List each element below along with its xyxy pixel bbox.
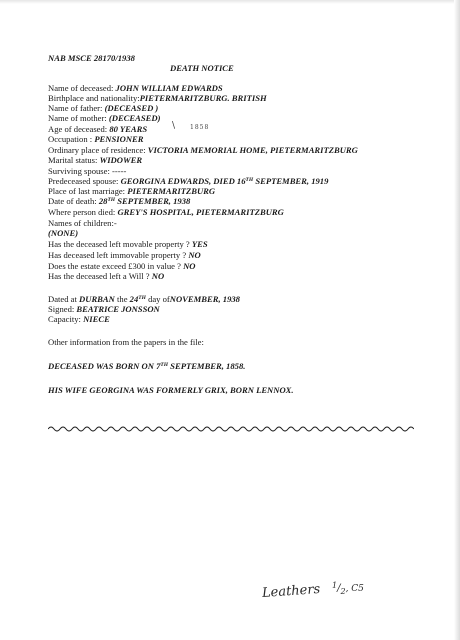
dated-month: NOVEMBER, 1938 <box>169 294 240 304</box>
field-value: PIETERMARITZBURG <box>127 186 216 196</box>
field-label: Has the deceased left a Will ? <box>48 271 150 281</box>
dated-label: Dated at <box>48 294 77 304</box>
field-value: NO <box>151 271 165 281</box>
field-label: Date of death: <box>48 196 97 206</box>
field-name <box>48 83 223 93</box>
field-date-of-death <box>48 196 190 206</box>
fraction-denominator: 2 <box>340 587 346 596</box>
field-value: 80 YEARS <box>109 124 148 134</box>
value-part: SEPTEMBER, 1938 <box>115 196 191 206</box>
value-part: SEPTEMBER, 1919 <box>253 176 329 186</box>
field-label: Name of mother: <box>48 113 107 123</box>
handwritten-birth-year: 1858 <box>190 124 210 131</box>
field-occupation <box>48 134 144 144</box>
field-father <box>48 103 158 113</box>
other-info-line-2: HIS WIFE GEORGINA WAS FORMERLY GRIX, BORN LENNOX. <box>48 385 294 395</box>
dated-connector: day of <box>148 294 170 304</box>
field-children-label: Names of children:- <box>48 218 117 228</box>
field-value: JOHN WILLIAM EDWARDS <box>115 83 223 93</box>
field-value: GREY'S HOSPITAL, PIETERMARITZBURG <box>117 207 284 217</box>
field-label: Has deceased left immovable property ? <box>48 250 187 260</box>
field-children-value: (NONE) <box>48 228 79 238</box>
reference-number: NAB MSCE 28170/1938 <box>48 53 135 63</box>
field-value: PENSIONER <box>94 134 144 144</box>
field-mother <box>48 113 160 123</box>
fraction-numerator: 1 <box>332 581 338 590</box>
dated-connector: the <box>117 294 128 304</box>
field-birthplace <box>48 93 267 103</box>
field-label: Marital status: <box>48 155 98 165</box>
dated-line <box>48 294 240 304</box>
signed-value: BEATRICE JONSSON <box>76 304 160 314</box>
field-residence <box>48 145 358 155</box>
day-number: 24 <box>129 294 139 304</box>
field-value: PIETERMARITZBURG. BRITISH <box>139 93 267 103</box>
value-part: 28 <box>98 196 108 206</box>
field-value: (DECEASED) <box>108 113 161 123</box>
field-value <box>121 176 329 186</box>
handwritten-page-note: $^1/_2$, C5 <box>332 581 364 596</box>
capacity-value: NIECE <box>83 314 110 324</box>
field-label: Surviving spouse: <box>48 166 110 176</box>
field-place-of-death <box>48 207 284 217</box>
field-label: Name of father: <box>48 103 103 113</box>
ordinal-suffix: TH <box>138 295 146 301</box>
field-value: ----- <box>112 166 127 176</box>
field-movable-property <box>48 239 208 249</box>
field-value: NO <box>188 250 201 260</box>
other-info-heading: Other information from the papers in the file: <box>48 337 204 347</box>
ordinal-suffix: TH <box>245 177 254 183</box>
field-value: YES <box>191 239 208 249</box>
field-age <box>48 124 147 134</box>
capacity-label: Capacity: <box>48 314 81 324</box>
dated-day <box>130 294 146 304</box>
dated-place: DURBAN <box>79 294 115 304</box>
field-label: Predeceased spouse: <box>48 176 119 186</box>
signed-label: Signed: <box>48 304 75 314</box>
field-value: NO <box>183 261 196 271</box>
field-will <box>48 271 164 281</box>
field-label: Age of deceased: <box>48 124 108 134</box>
field-value: VICTORIA MEMORIAL HOME, PIETERMARITZBURG <box>147 145 358 155</box>
signed-line <box>48 304 160 314</box>
field-marriage-place <box>48 186 215 196</box>
page-title: DEATH NOTICE <box>170 63 234 73</box>
field-immovable-property <box>48 250 201 260</box>
field-label: Does the estate exceed £300 in value ? <box>48 261 181 271</box>
handwritten-suffix: , C5 <box>345 584 364 594</box>
ordinal-suffix: TH <box>160 362 169 368</box>
field-estate-value <box>48 261 196 271</box>
field-label: Ordinary place of residence: <box>48 145 146 155</box>
capacity-line <box>48 314 110 324</box>
other-info-line-1 <box>48 361 245 371</box>
field-label: Name of deceased: <box>48 83 114 93</box>
field-label: Birthplace and nationality: <box>48 93 140 103</box>
field-marital-status <box>48 155 142 165</box>
field-label: Has the deceased left movable property ? <box>48 239 190 249</box>
field-value <box>99 196 190 206</box>
wavy-divider <box>48 424 414 434</box>
field-value: WIDOWER <box>99 155 143 165</box>
field-predeceased-spouse <box>48 176 328 186</box>
handwritten-age-mark: \ <box>172 121 176 131</box>
value-part: GEORGINA EDWARDS, DIED 16 <box>120 176 246 186</box>
ordinal-suffix: TH <box>107 197 116 203</box>
note-part: SEPTEMBER, 1858. <box>168 361 246 371</box>
field-value: (DECEASED ) <box>104 103 159 113</box>
handwritten-signature: Leathers <box>261 581 321 602</box>
field-label: Where person died: <box>48 207 116 217</box>
note-part: DECEASED WAS BORN ON 7 <box>48 361 161 371</box>
field-surviving-spouse <box>48 166 126 176</box>
field-label: Place of last marriage: <box>48 186 126 196</box>
scan-edge-top <box>0 0 460 4</box>
field-label: Occupation : <box>48 134 93 144</box>
scan-edge-right <box>454 0 460 640</box>
